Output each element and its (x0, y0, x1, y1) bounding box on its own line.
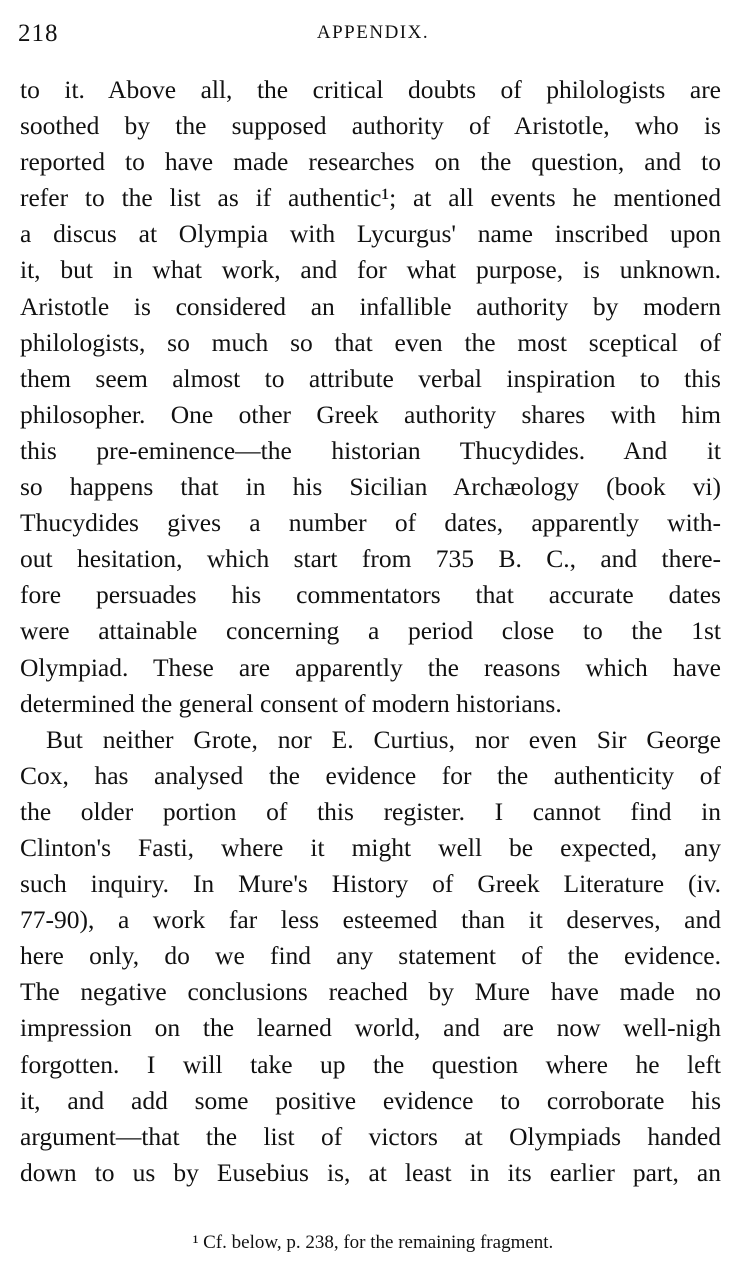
text-line: argument—that the list of victors at Olympiads handed (20, 1121, 721, 1151)
text-line: so happens that in his Sicilian Archæology (book vi) (20, 472, 721, 502)
text-line: Cox, has analysed the evidence for the authenticity of (20, 760, 721, 790)
text-line: here only, do we find any statement of the evidence. (20, 941, 721, 971)
page-number: 218 (18, 20, 59, 47)
text-line: a discus at Olympia with Lycurgus' name inscribed upon (20, 219, 721, 249)
text-line: The negative conclusions reached by Mure have made no (20, 977, 721, 1007)
text-line: reported to have made researches on the question, and to (20, 147, 721, 177)
page-header (18, 14, 728, 54)
text-line: refer to the list as if authentic¹; at all events he mentioned (20, 183, 721, 213)
text-line: determined the general consent of modern historians. (20, 688, 562, 718)
text-line: this pre-eminence—the historian Thucydides. And it (20, 435, 721, 465)
text-line: such inquiry. In Mure's History of Greek Literature (iv. (20, 869, 721, 899)
text-line: impression on the learned world, and are now well-nigh (20, 1013, 721, 1043)
text-line: forgotten. I will take up the question where he left (20, 1049, 721, 1079)
text-line: soothed by the supposed authority of Aristotle, who is (20, 111, 721, 141)
text-line: Olympiad. These are apparently the reasons which have (20, 652, 721, 682)
text-line: it, but in what work, and for what purpose, is unknown. (20, 255, 721, 285)
text-line: were attainable concerning a period close to the 1st (20, 616, 721, 646)
text-line: But neither Grote, nor E. Curtius, nor even Sir George (46, 724, 721, 754)
text-line: Thucydides gives a number of dates, apparently with- (20, 508, 721, 538)
footnote: ¹ Cf. below, p. 238, for the remaining fragment. (192, 1232, 554, 1253)
text-line: to it. Above all, the critical doubts of philologists are (20, 75, 721, 104)
running-head: APPENDIX. (316, 22, 430, 43)
text-line: them seem almost to attribute verbal inspiration to this (20, 363, 721, 393)
body-text (20, 72, 721, 1191)
text-line: Aristotle is considered an infallible authority by modern (20, 291, 721, 321)
text-line: Clinton's Fasti, where it might well be expected, any (20, 832, 721, 862)
text-line: philosopher. One other Greek authority shares with him (20, 399, 721, 429)
text-line: it, and add some positive evidence to corroborate his (20, 1085, 721, 1115)
text-line: 77-90), a work far less esteemed than it deserves, and (20, 905, 721, 935)
text-line: the older portion of this register. I cannot find in (20, 796, 721, 826)
text-line: down to us by Eusebius is, at least in its earlier part, an (20, 1157, 721, 1187)
text-line: fore persuades his commentators that accurate dates (20, 580, 721, 610)
text-line: philologists, so much so that even the most sceptical of (20, 327, 721, 357)
text-line: out hesitation, which start from 735 B. C., and there- (20, 544, 721, 574)
